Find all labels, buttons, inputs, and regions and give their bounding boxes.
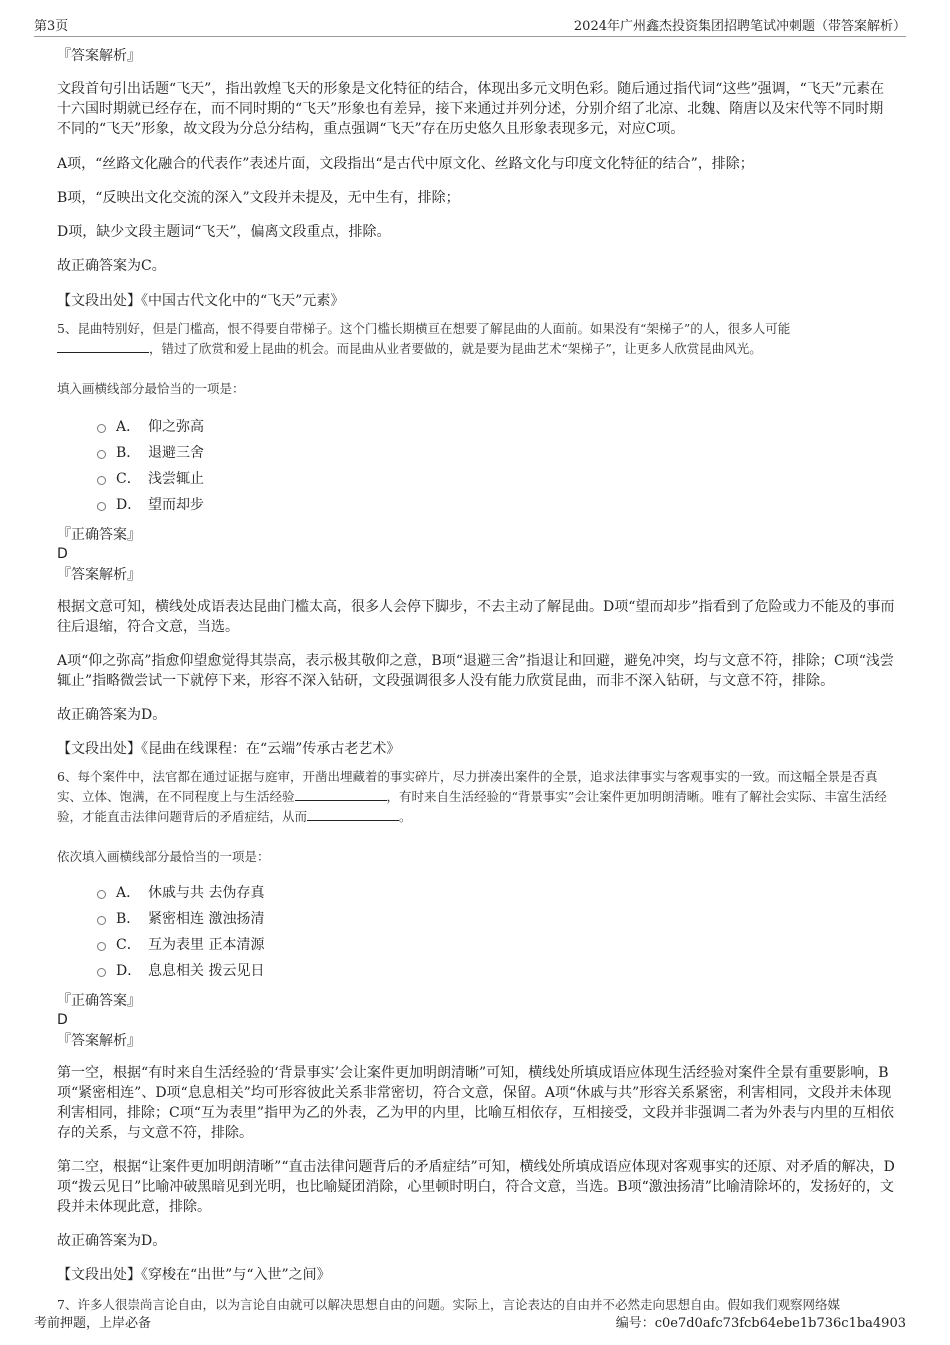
option-letter: C．	[116, 471, 141, 487]
q5-stem	[57, 319, 896, 359]
footer-slogan: 考前押题，上岸必备	[34, 1316, 152, 1331]
q5-conclusion: 故正确答案为D。	[57, 707, 167, 723]
page-content	[57, 46, 896, 1315]
option-text: 浅尝辄止	[148, 471, 204, 487]
option-letter: A．	[116, 419, 141, 435]
q6-options	[97, 879, 896, 983]
q5-options	[97, 413, 896, 517]
option-text: 紧密相连 激浊扬清	[148, 911, 265, 927]
q5-option-b[interactable]	[97, 439, 896, 465]
page-header	[34, 12, 906, 37]
q5-analysis-para-1: 根据文意可知，横线处成语表达昆曲门槛太高，很多人会停下脚步，不去主动了解昆曲。D项“望而却步”指看到了危险或力不能及的事而往后退缩，符合文意，当选。	[57, 599, 895, 635]
q5-stem-part-1: 5、昆曲特别好，但是门槛高，恨不得要自带梯子。这个门槛长期横亘在想要了解昆曲的人面前。如果没有“架梯子”的人，很多人可能	[57, 321, 791, 336]
q5-option-d[interactable]	[97, 491, 896, 517]
option-text: 休戚与共 去伪存真	[148, 885, 265, 901]
option-letter: D．	[116, 963, 142, 979]
radio-icon[interactable]	[97, 968, 106, 977]
q6-analysis-para-1: 第一空，根据“有时来自生活经验的‘背景事实’会让案件更加明朗清晰”可知，横线处所填成语应体现生活经验对案件全景有重要影响，B项“紧密相连”、D项“息息相关”均可形容彼此关系非常密切，符合文意，保留。A项“休戚与共”形容关系紧密，利害相同，文段并未体现利害相同，排除；C项“互为表里”指甲为乙的外表，乙为甲的内里，比喻互相依存，互相接受，文段并非强调二者为外表与内里的互相依存的关系，与文意不符，排除。	[57, 1065, 895, 1141]
q5-correct-tag: 『正确答案』	[57, 527, 141, 543]
q4-conclusion: 故正确答案为C。	[57, 258, 166, 274]
option-letter: D．	[116, 497, 142, 513]
option-letter: A．	[116, 885, 141, 901]
q5-blank	[57, 340, 149, 353]
option-text: 望而却步	[148, 497, 204, 513]
q6-option-b[interactable]	[97, 905, 896, 931]
q4-analysis-tag: 『答案解析』	[57, 48, 141, 64]
option-text: 仰之弥高	[148, 419, 204, 435]
q6-correct-tag: 『正确答案』	[57, 993, 141, 1009]
q6-stem-part-2: ，有时来自生活经验的“背景事实”会让案件更加明朗清晰。唯有了解社会实际、丰富生活经验，才能直击法律问题背后的矛盾症结，从而	[57, 789, 887, 824]
option-letter: B．	[116, 445, 141, 461]
q5-option-c[interactable]	[97, 465, 896, 491]
q6-stem-part-3: 。	[399, 809, 412, 824]
option-text: 退避三舍	[148, 445, 204, 461]
q6-analysis-para-2: 第二空，根据“让案件更加明朗清晰”“直击法律问题背后的矛盾症结”可知，横线处所填成语应体现对客观事实的还原、对矛盾的解决，D项“拨云见日”比喻冲破黑暗见到光明，也比喻疑团消除，心里顿时明白，符合文意，当选。B项“激浊扬清”比喻清除坏的，发扬好的，文段并未体现此意，排除。	[57, 1159, 895, 1215]
q6-blank-1	[295, 788, 387, 801]
q6-instruction: 依次填入画横线部分最恰当的一项是：	[57, 849, 270, 864]
radio-icon[interactable]	[97, 890, 106, 899]
q5-answer: D	[57, 546, 68, 562]
radio-icon[interactable]	[97, 424, 106, 433]
q7-stem: 7、许多人很崇尚言论自由，以为言论自由就可以解决思想自由的问题。实际上，言论表达的自由并不必然走向思想自由。假如我们观察网络媒	[57, 1297, 840, 1312]
q5-stem-part-2: ，错过了欣赏和爱上昆曲的机会。而昆曲从业者要做的，就是要为昆曲艺术“架梯子”，让更多人欣赏昆曲风光。	[149, 341, 762, 356]
radio-icon[interactable]	[97, 476, 106, 485]
q6-stem	[57, 767, 896, 827]
q6-conclusion: 故正确答案为D。	[57, 1233, 167, 1249]
q5-analysis-tag: 『答案解析』	[57, 567, 141, 583]
q5-analysis-para-2: A项“仰之弥高”指愈仰望愈觉得其崇高，表示极其敬仰之意，B项“退避三舍”指退让和回避，避免冲突，均与文意不符，排除；C项“浅尝辄止”指略微尝试一下就停下来，形容不深入钻研，文段强调很多人没有能力欣赏昆曲，而非不深入钻研，与文意不符，排除。	[57, 653, 894, 689]
radio-icon[interactable]	[97, 942, 106, 951]
radio-icon[interactable]	[97, 450, 106, 459]
q4-analysis-para-2: A项，“丝路文化融合的代表作”表述片面，文段指出“是古代中原文化、丝路文化与印度文化特征的结合”，排除；	[57, 156, 754, 172]
q6-analysis-tag: 『答案解析』	[57, 1033, 141, 1049]
page-number: 第3页	[34, 19, 69, 34]
q6-option-a[interactable]	[97, 879, 896, 905]
radio-icon[interactable]	[97, 916, 106, 925]
q4-analysis-para-1: 文段首句引出话题“飞天”，指出敦煌飞天的形象是文化特征的结合，体现出多元文明色彩。随后通过指代词“这些”强调，“飞天”元素在十六国时期就已经存在，而不同时期的“飞天”形象也有差异，接下来通过并列分述，分别介绍了北凉、北魏、隋唐以及宋代等不同时期不同的“飞天”形象，故文段为分总分结构，重点强调“飞天”存在历史悠久且形象表现多元，对应C项。	[57, 81, 884, 137]
q4-source: 【文段出处】《中国古代文化中的“飞天”元素》	[57, 293, 345, 309]
q6-source: 【文段出处】《穿梭在“出世”与“入世”之间》	[57, 1267, 331, 1283]
q4-analysis-para-4: D项，缺少文段主题词“飞天”，偏离文段重点，排除。	[57, 224, 391, 240]
option-text: 息息相关 拨云见日	[148, 963, 265, 979]
radio-icon[interactable]	[97, 502, 106, 511]
q5-option-a[interactable]	[97, 413, 896, 439]
q6-option-d[interactable]	[97, 957, 896, 983]
option-text: 互为表里 正本清源	[148, 937, 265, 953]
q6-stem-part-1: 6、每个案件中，法官都在通过证据与庭审，开凿出埋藏着的事实碎片，尽力拼凑出案件的全景，追求法律事实与客观事实的一致。而这幅全景是否真实、立体、饱满，在不同程度上与生活经验	[57, 769, 878, 804]
page-footer	[34, 1312, 906, 1331]
q6-answer: D	[57, 1012, 68, 1028]
option-letter: C．	[116, 937, 141, 953]
document-title: 2024年广州鑫杰投资集团招聘笔试冲刺题（带答案解析）	[573, 19, 906, 34]
q6-blank-2	[307, 808, 399, 821]
q5-instruction: 填入画横线部分最恰当的一项是：	[57, 381, 245, 396]
option-letter: B．	[116, 911, 141, 927]
q4-analysis-para-3: B项，“反映出文化交流的深入”文段并未提及，无中生有，排除；	[57, 190, 460, 206]
q5-source: 【文段出处】《昆曲在线课程：在“云端”传承古老艺术》	[57, 741, 401, 757]
q6-option-c[interactable]	[97, 931, 896, 957]
document-id: 编号：c0e7d0afc73fcb64ebe1b736c1ba4903	[615, 1316, 906, 1331]
